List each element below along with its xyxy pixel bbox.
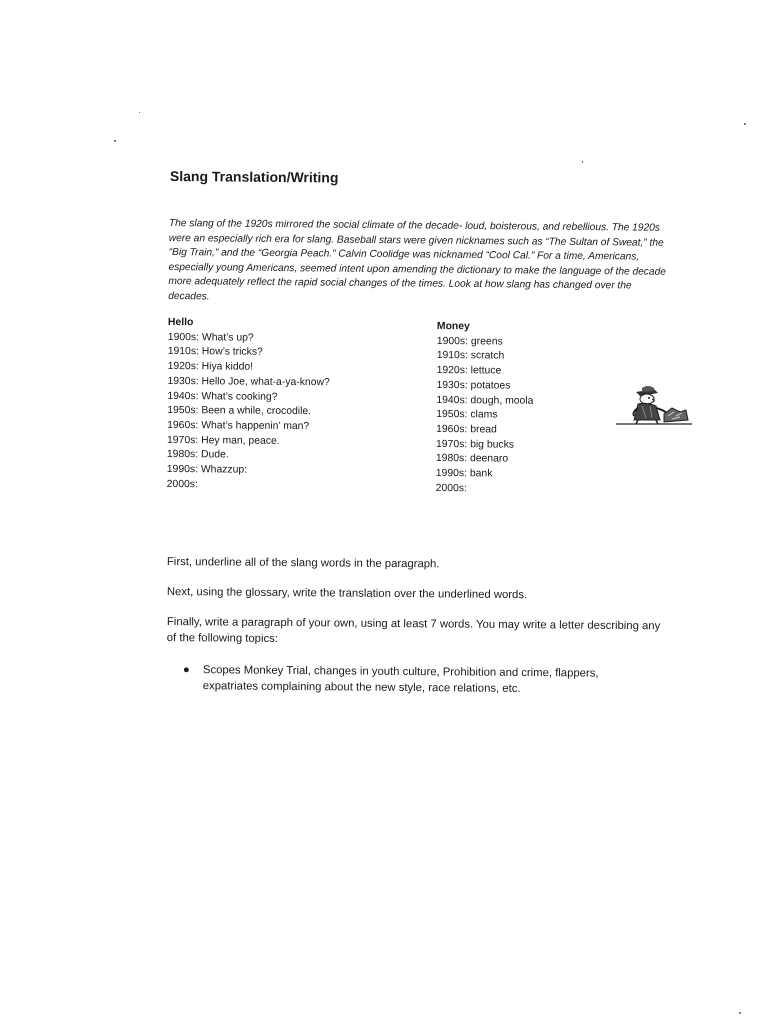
money-entry: 1930s: potatoes <box>436 379 511 392</box>
hello-entry: 1980s: Dude. <box>166 449 229 461</box>
money-entry: 1990s: bank <box>435 468 493 480</box>
money-entry: 1940s: dough, moola <box>436 394 534 407</box>
scan-speck <box>114 140 116 142</box>
hello-entry: 1950s: Been a while, crocodile. <box>167 405 312 418</box>
hello-entry: 1930s: Hello Joe, what-a-ya-know? <box>167 375 330 389</box>
scan-speck <box>139 112 140 113</box>
money-slang-list <box>436 320 534 497</box>
money-entry: 1980s: deenaro <box>435 453 509 465</box>
hello-entry: 2000s: <box>166 478 198 490</box>
hello-entry: 1970s: Hey man, peace. <box>166 434 280 447</box>
money-entry: 2000s: <box>435 482 467 494</box>
hello-entry: 1940s: What’s cooking? <box>167 390 278 403</box>
hello-entry: 1920s: Hiya kiddo! <box>167 361 254 373</box>
money-entry: 1900s: greens <box>436 335 503 348</box>
topic-bullet-text: Scopes Monkey Trial, changes in youth culture, Prohibition and crime, flappers, expatriates complaining about the new style, race relations, etc. <box>202 664 599 695</box>
money-character-clipart-icon <box>614 384 694 428</box>
scan-speck <box>739 1012 741 1014</box>
hello-entry: 1900s: What’s up? <box>167 331 254 344</box>
intro-paragraph: The slang of the 1920s mirrored the social climate of the decade- loud, boisterous, and rebellious. The 1920s were an especially rich era for slang. Baseball stars were given nicknames such as “The Sultan of Sweat,” the “Big Train,” and the “Georgia Peach.” Calvin Coolidge was nicknamed “Cool Cal.” For a time, Americans, especially young Americans, seemed intent upon amending the dictionary to make the language of the decade more adequately reflect the rapid social changes of the times. Look at how slang has changed over the decades. <box>168 217 666 303</box>
instruction-step-2: Next, using the glossary, write the translation over the underlined words. <box>166 585 528 602</box>
bullet-dot-icon: ● <box>182 663 190 677</box>
hello-heading: Hello <box>167 316 194 329</box>
money-entry: 1920s: lettuce <box>436 365 502 377</box>
money-entry: 1960s: bread <box>436 423 497 436</box>
money-heading: Money <box>436 320 470 333</box>
scan-speck <box>582 161 583 163</box>
hello-slang-list <box>167 316 331 494</box>
money-entry: 1970s: big bucks <box>435 438 515 451</box>
money-entry: 1950s: clams <box>436 409 498 421</box>
topic-bullet-item <box>183 662 643 698</box>
hello-entry: 1910s: How’s tricks? <box>167 346 263 359</box>
instruction-step-3: Finally, write a paragraph of your own, using at least 7 words. You may write a letter describing any of the following topics: <box>166 615 661 645</box>
money-entry: 1910s: scratch <box>436 350 505 362</box>
hello-entry: 1990s: Whazzup: <box>166 464 248 476</box>
instruction-step-1: First, underline all of the slang words in the paragraph. <box>166 555 440 571</box>
scan-speck <box>744 123 746 125</box>
hello-entry: 1960s: What’s happenin’ man? <box>167 419 310 433</box>
worksheet-title: Slang Translation/Writing <box>169 168 339 186</box>
